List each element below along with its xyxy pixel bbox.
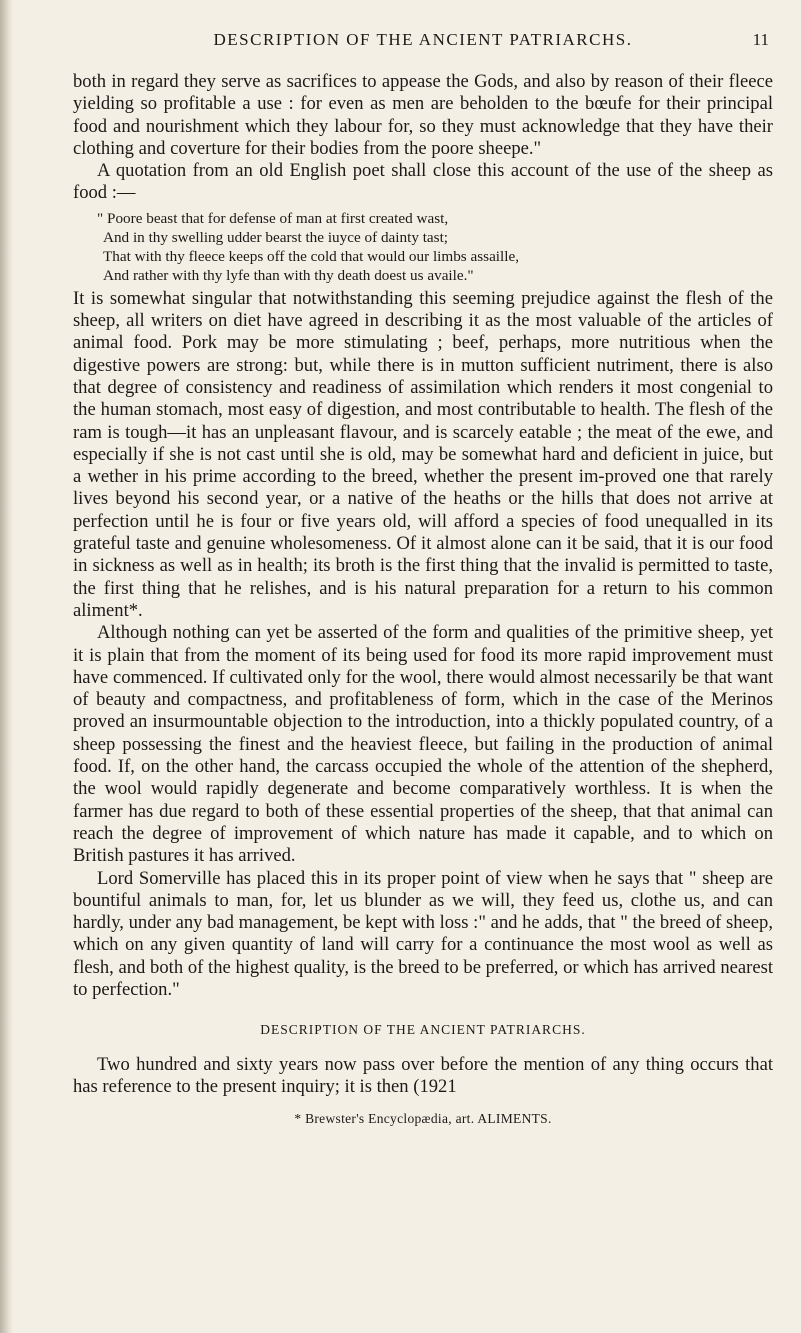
poem-line-4: And rather with thy lyfe than with thy death doest us availe." <box>103 266 474 284</box>
running-head <box>73 30 773 60</box>
poem-line-1: " Poore beast that for defense of man at first created wast, <box>97 209 449 227</box>
poem-line-2: And in thy swelling udder bearst the iuyce of dainty tast; <box>103 228 449 246</box>
section-heading: DESCRIPTION OF THE ANCIENT PATRIARCHS. <box>260 1022 586 1038</box>
paragraph-5: Lord Somerville has placed this in its proper point of view when he says that " sheep are bountiful animals to man, for, let us blunder as we will, they feed us, clothe us, and can hardly, under any bad management, be kept with loss :" and he adds, that " the breed of sheep, which on any given quantity of land will carry for a continuance the most wool as well as flesh, and both of the highest quality, is the breed to be preferred, or which has arrived nearest to perfection." <box>73 867 773 1000</box>
paragraph-1: both in regard they serve as sacrifices to appease the Gods, and also by reason of their fleece yielding so profitable a use : for even as men are beholden to the bœufe for their principal food and nourishment which they labour for, so they must acknowledge that they have their clothing and coverture for their bodies from the poore sheepe." <box>73 71 773 159</box>
paragraph-6: Two hundred and sixty years now pass over before the mention of any thing occurs that has reference to the present inquiry; it is then (1921 <box>73 1053 773 1097</box>
paragraph-3: It is somewhat singular that notwithstanding this seeming prejudice against the flesh of the sheep, all writers on diet have agreed in describing it as the most valuable of the articles of animal food. Pork may be more stimulating ; beef, perhaps, more nutritious when the digestive powers are strong: but, while there is in mutton sufficient nutriment, there is also that degree of consistency and readiness of assimilation which renders it most congenial to the human stomach, most easy of digestion, and most contributable to health. The flesh of the ram is tough—it has an unpleasant flavour, and is scarcely eatable ; the meat of the ewe, and especially if she is not cast until she is old, may be somewhat hard and deficient in juice, but a wether in his prime according to the breed, whether the present im-proved one that rarely lives beyond his second year, or a native of the heaths or the hills that does not arrive at perfection until he is four or five years old, will afford a species of food unequalled in its grateful taste and genuine wholesomeness. Of it almost alone can it be said, that it is our food in sickness as well as in health; its broth is the first thing that the invalid is permitted to taste, the first thing that he relishes, and is his natural preparation for a return to his common aliment*. <box>73 287 773 621</box>
body-text <box>73 71 773 1130</box>
paragraph-4: Although nothing can yet be asserted of the form and qualities of the primitive sheep, yet it is plain that from the moment of its being used for food its more rapid improvement must have commenced. If cultivated only for the wool, there would almost necessarily be that want of beauty and compactness, and profitableness of form, which in the case of the Merinos proved an insurmountable objection to the introduction, into a thickly populated country, of a sheep possessing the finest and the heaviest fleece, but failing in the production of animal food. If, on the other hand, the carcass occupied the whole of the attention of the shepherd, the wool would rapidly degenerate and become comparatively worthless. It is when the farmer has due regard to both of these essential properties of the sheep, that that animal can reach the degree of improvement of which nature has made it capable, and to which on British pastures it has arrived. <box>73 622 773 867</box>
footnote: * Brewster's Encyclopædia, art. ALIMENTS. <box>294 1111 552 1127</box>
poem-line-3: That with thy fleece keeps off the cold that would our limbs assaille, <box>103 247 520 265</box>
paragraph-2: A quotation from an old English poet shall close this account of the use of the sheep as food :— <box>73 160 773 204</box>
poem-quotation <box>73 209 773 285</box>
page-number: 11 <box>752 30 769 49</box>
running-title: DESCRIPTION OF THE ANCIENT PATRIARCHS. <box>213 30 633 49</box>
